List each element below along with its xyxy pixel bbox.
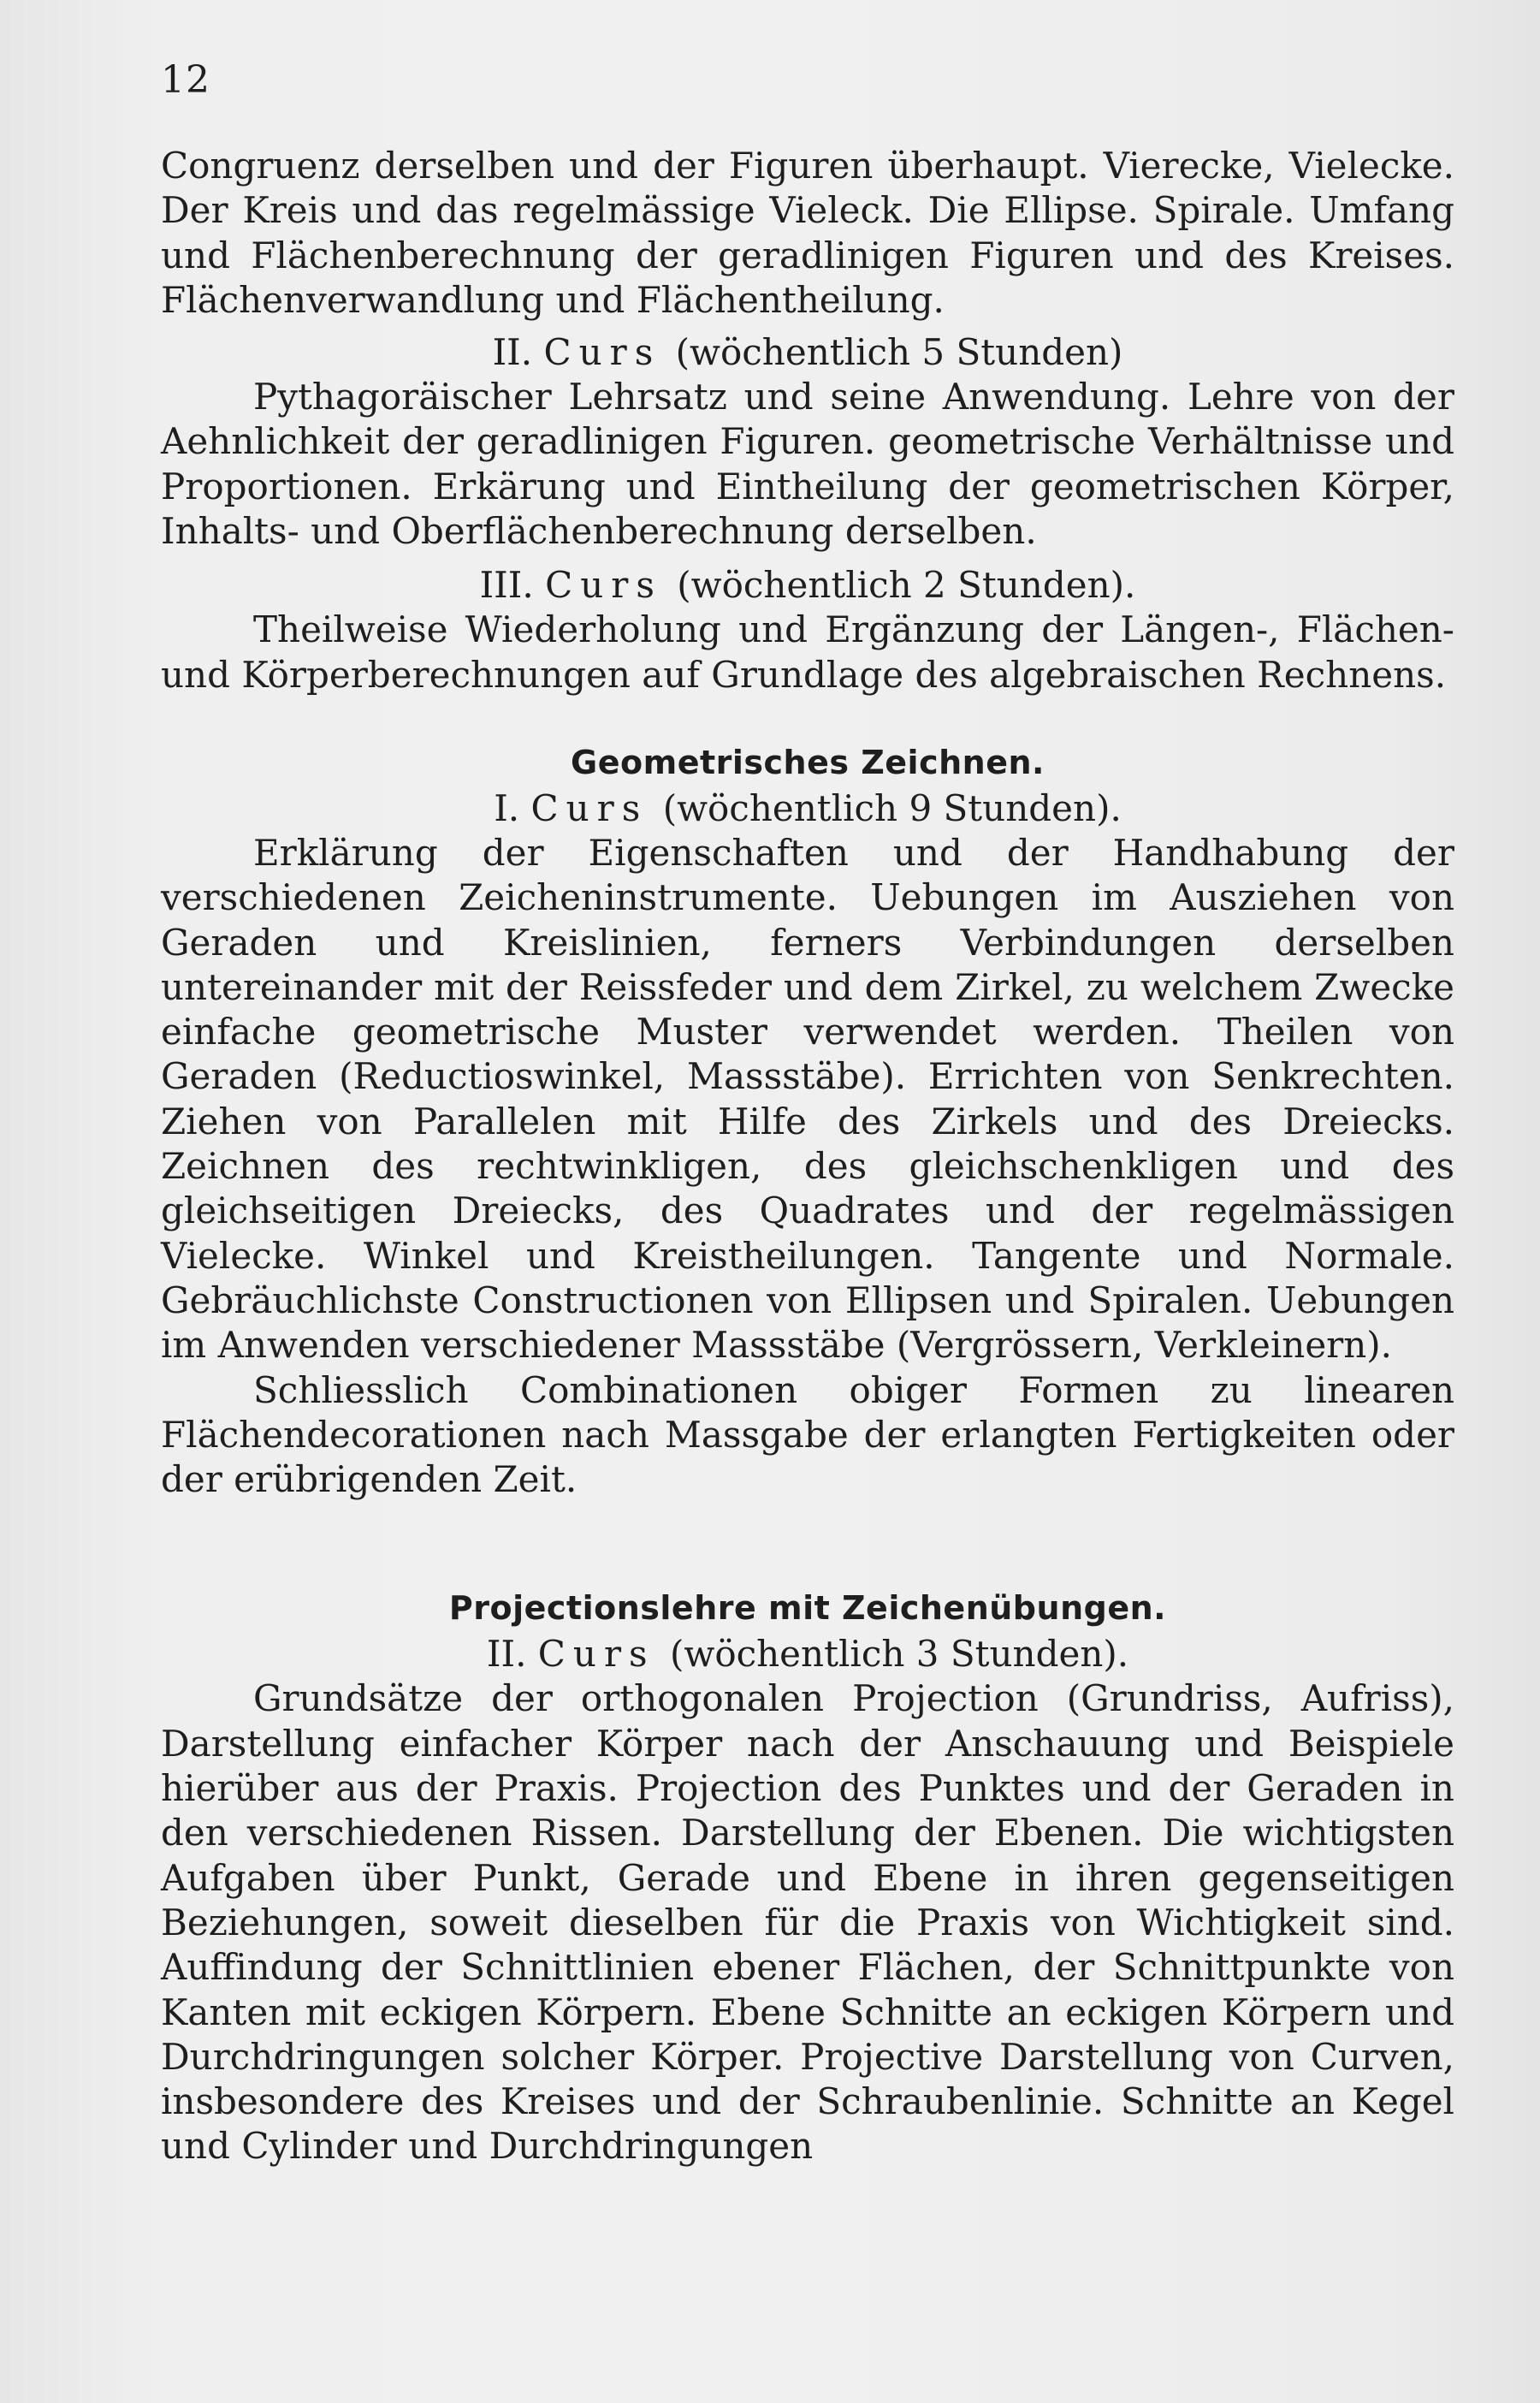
page-number: 12: [161, 58, 210, 102]
course-heading-geometry-2: [161, 330, 1454, 375]
course-text-geometry-3: Theilweise Wiederholung und Ergänzung der Längen-, Flächen- und Körperberechnungen auf Grundlage des algebraischen Rechnens.: [161, 608, 1454, 696]
course-roman: III.: [479, 564, 534, 607]
intro-paragraph: Congruenz derselben und der Figuren überhaupt. Vierecke, Vielecke. Der Kreis und das regelmässige Vieleck. Die Ellipse. Spirale. Umfang und Flächenberechnung der geradlinigen Figuren und des Kreises. Flächenverwandlung und Flächentheilung.: [161, 145, 1454, 321]
course-text-drawing-1: Erklärung der Eigenschaften und der Handhabung der verschiedenen Zeicheninstrumente. Uebungen im Ausziehen von Geraden und Kreislinien, ferners Verbindungen derselben untereinander mit der Reissfeder und dem Zirkel, zu welchem Zwecke einfache geometrische Muster verwendet werden. Theilen von Geraden (Reductioswinkel, Massstäbe). Errichten von Senkrechten. Ziehen von Parallelen mit Hilfe des Zirkels und des Dreiecks. Zeichnen des rechtwinkligen, des gleichschenkligen und des gleichseitigen Dreiecks, des Quadrates und der regelmässigen Vielecke. Winkel und Kreistheilungen. Tangente und Normale. Gebräuchlichste Constructionen von Ellipsen und Spiralen. Uebungen im Anwenden verschiedener Massstäbe (Vergrössern, Verkleinern).: [161, 831, 1454, 1367]
course-text-geometry-2: Pythagoräischer Lehrsatz und seine Anwendung. Lehre von der Aehnlichkeit der geradlinigen Figuren. geometrische Verhältnisse und Proportionen. Erkärung und Eintheilung der geometrischen Körper, Inhalts- und Oberflächenberechnung derselben.: [161, 376, 1454, 553]
course-heading-geometry-3: [161, 563, 1454, 608]
section-heading-drawing: Geometrisches Zeichnen.: [571, 743, 1045, 781]
page-content: [161, 144, 1454, 2169]
section-heading-projection: Projectionslehre mit Zeichenübungen.: [448, 1589, 1167, 1628]
course-hours: (wöchentlich 9 Stunden).: [662, 786, 1122, 829]
course-hours: (wöchentlich 5 Stunden): [675, 331, 1123, 374]
course-text-drawing-1b: Schliesslich Combinationen obiger Formen zu linearen Flächendecorationen nach Massgabe der erlangten Fertigkeiten oder der erübrigenden Zeit.: [161, 1368, 1454, 1501]
course-roman: II.: [486, 1633, 527, 1676]
course-heading-projection-2: [161, 1632, 1454, 1676]
course-hours: (wöchentlich 3 Stunden).: [669, 1633, 1129, 1676]
course-word: Curs: [537, 1633, 655, 1676]
course-word: Curs: [545, 564, 662, 607]
course-roman: I.: [494, 786, 520, 829]
course-word: Curs: [530, 786, 649, 829]
course-text-projection-2: Grundsätze der orthogonalen Projection (Grundriss, Aufriss), Darstellung einfacher Körper nach der Anschauung und Beispiele hierüber aus der Praxis. Projection des Punktes und der Geraden in den verschiedenen Rissen. Darstellung der Ebenen. Die wichtigsten Aufgaben über Punkt, Gerade und Ebene in ihren gegenseitigen Beziehungen, soweit dieselben für die Praxis von Wichtigkeit sind. Auffindung der Schnittlinien ebener Flächen, der Schnittpunkte von Kanten mit eckigen Körpern. Ebene Schnitte an eckigen Körpern und Durchdringungen solcher Körper. Projective Darstellung von Curven, insbesondere des Kreises und der Schraubenlinie. Schnitte an Kegel und Cylinder und Durchdringungen: [161, 1677, 1454, 2168]
course-hours: (wöchentlich 2 Stunden).: [677, 564, 1136, 607]
course-roman: II.: [492, 331, 533, 374]
course-word: Curs: [543, 331, 661, 374]
course-heading-drawing-1: [161, 786, 1454, 831]
